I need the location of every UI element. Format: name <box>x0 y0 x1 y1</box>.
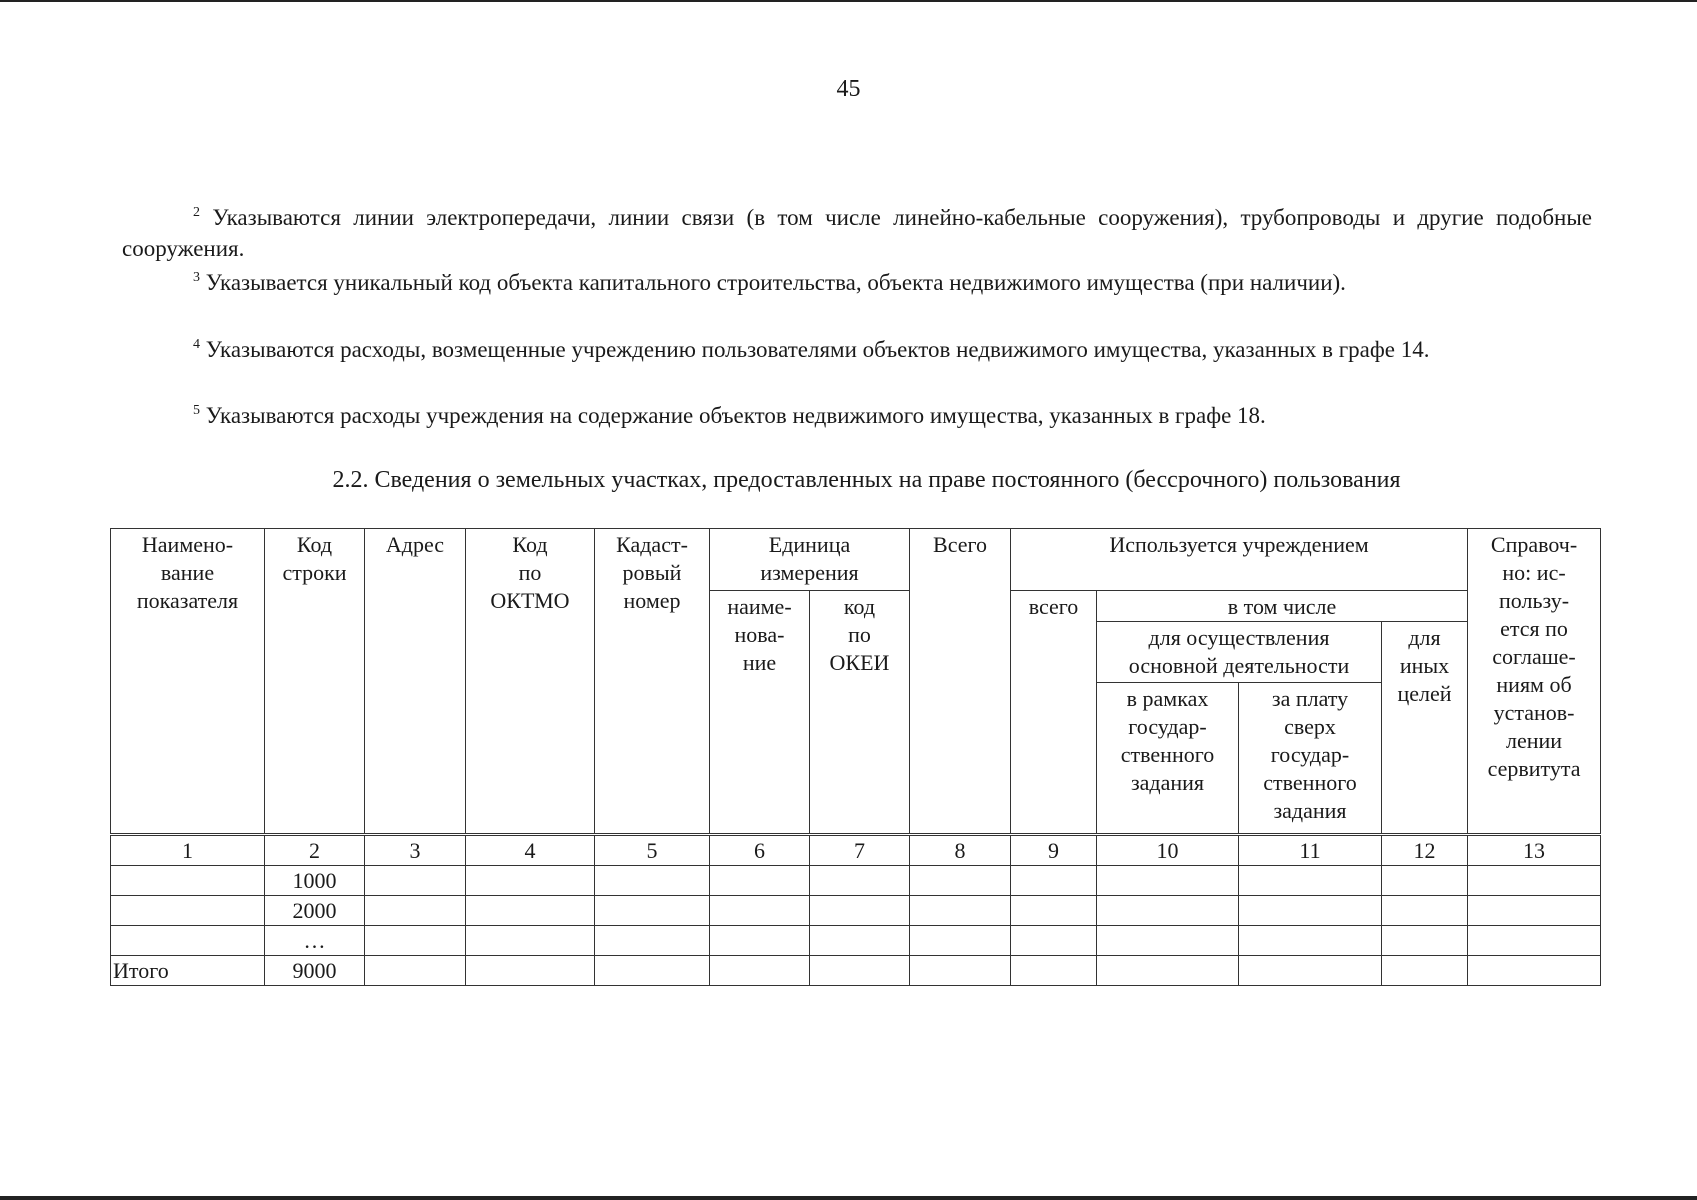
header-other: для иных целей <box>1382 622 1468 835</box>
empty-cell <box>595 896 710 926</box>
footnote-5 <box>122 400 1592 431</box>
row-name <box>111 896 265 926</box>
land-plots-table <box>110 528 1601 986</box>
header-oktmo: Код по ОКТМО <box>466 529 595 835</box>
empty-cell <box>1468 956 1601 986</box>
footnote-2 <box>122 202 1592 264</box>
header-name: Наимено- вание показателя <box>111 529 265 835</box>
footnote-text: Указываются расходы, возмещенные учреждению пользователями объектов недвижимого имущества, указанных в графе 14. <box>205 337 1430 362</box>
empty-cell <box>595 926 710 956</box>
empty-cell <box>1239 926 1382 956</box>
empty-cell <box>1468 866 1601 896</box>
empty-cell <box>910 956 1011 986</box>
column-number: 4 <box>466 835 595 866</box>
scan-top-edge <box>0 0 1697 2</box>
header-total: Всего <box>910 529 1011 835</box>
column-number: 13 <box>1468 835 1601 866</box>
empty-cell <box>365 926 466 956</box>
header-paid: за плату сверх государ- ственного задания <box>1239 683 1382 835</box>
header-unit-okei: код по ОКЕИ <box>810 591 910 835</box>
row-code: 2000 <box>265 896 365 926</box>
empty-cell <box>1382 926 1468 956</box>
header-address: Адрес <box>365 529 466 835</box>
empty-cell <box>910 896 1011 926</box>
empty-cell <box>910 926 1011 956</box>
table-row <box>111 896 1601 926</box>
scan-bottom-edge <box>0 1196 1697 1200</box>
empty-cell <box>1011 866 1097 896</box>
empty-cell <box>1239 956 1382 986</box>
empty-cell <box>1097 896 1239 926</box>
footnote-mark: 2 <box>193 205 200 220</box>
empty-cell <box>595 956 710 986</box>
header-unit-name: наиме- нова- ние <box>710 591 810 835</box>
column-number: 3 <box>365 835 466 866</box>
column-number: 12 <box>1382 835 1468 866</box>
empty-cell <box>1382 896 1468 926</box>
empty-cell <box>595 866 710 896</box>
empty-cell <box>910 866 1011 896</box>
empty-cell <box>810 896 910 926</box>
header-used: Используется учреждением <box>1011 529 1468 591</box>
footnote-mark: 4 <box>193 337 200 352</box>
footnote-mark: 3 <box>193 270 200 285</box>
empty-cell <box>1097 956 1239 986</box>
column-number: 7 <box>810 835 910 866</box>
row-code: 1000 <box>265 866 365 896</box>
row-code: … <box>265 926 365 956</box>
empty-cell <box>1382 956 1468 986</box>
header-unit: Единица измерения <box>710 529 910 591</box>
header-state-task: в рамках государ- ственного задания <box>1097 683 1239 835</box>
empty-cell <box>466 896 595 926</box>
empty-cell <box>810 926 910 956</box>
empty-cell <box>710 866 810 896</box>
header-code: Код строки <box>265 529 365 835</box>
empty-cell <box>1011 896 1097 926</box>
column-number: 10 <box>1097 835 1239 866</box>
row-name: Итого <box>111 956 265 986</box>
page-number: 45 <box>836 76 861 102</box>
column-number: 9 <box>1011 835 1097 866</box>
table-row <box>111 866 1601 896</box>
empty-cell <box>466 956 595 986</box>
header-reference: Справоч- но: ис- пользу- ется по соглаше- ниям об установ- лении сервитута <box>1468 529 1601 835</box>
column-number: 11 <box>1239 835 1382 866</box>
empty-cell <box>1097 866 1239 896</box>
empty-cell <box>810 866 910 896</box>
column-number: 1 <box>111 835 265 866</box>
empty-cell <box>365 896 466 926</box>
footnote-4 <box>122 334 1592 365</box>
header-main-activity: для осуществления основной деятельности <box>1097 622 1382 683</box>
table-row-total <box>111 956 1601 986</box>
empty-cell <box>1239 866 1382 896</box>
column-number: 6 <box>710 835 810 866</box>
header-used-total: всего <box>1011 591 1097 835</box>
header-cadastral: Кадаст- ровый номер <box>595 529 710 835</box>
header-including: в том числе <box>1097 591 1468 622</box>
empty-cell <box>466 926 595 956</box>
empty-cell <box>1382 866 1468 896</box>
empty-cell <box>365 956 466 986</box>
empty-cell <box>810 956 910 986</box>
column-number: 2 <box>265 835 365 866</box>
footnote-mark: 5 <box>193 403 200 418</box>
row-code: 9000 <box>265 956 365 986</box>
table-row <box>111 926 1601 956</box>
footnote-text: Указываются расходы учреждения на содержание объектов недвижимого имущества, указанных в графе 18. <box>205 403 1266 428</box>
empty-cell <box>1468 926 1601 956</box>
footnote-3 <box>122 267 1592 298</box>
empty-cell <box>1468 896 1601 926</box>
column-number: 5 <box>595 835 710 866</box>
empty-cell <box>1011 926 1097 956</box>
empty-cell <box>1011 956 1097 986</box>
empty-cell <box>1239 896 1382 926</box>
empty-cell <box>1097 926 1239 956</box>
footnote-text: Указываются линии электропередачи, линии связи (в том числе линейно-кабельные сооружения), трубопроводы и другие подобные сооружения. <box>122 205 1593 261</box>
empty-cell <box>710 926 810 956</box>
empty-cell <box>710 896 810 926</box>
empty-cell <box>365 866 466 896</box>
footnote-text: Указывается уникальный код объекта капитального строительства, объекта недвижимого имущества (при наличии). <box>205 270 1346 295</box>
section-title: 2.2. Сведения о земельных участках, предоставленных на праве постоянного (бессрочного) пользования <box>332 467 1401 493</box>
row-name <box>111 866 265 896</box>
column-number: 8 <box>910 835 1011 866</box>
row-name <box>111 926 265 956</box>
empty-cell <box>710 956 810 986</box>
empty-cell <box>466 866 595 896</box>
